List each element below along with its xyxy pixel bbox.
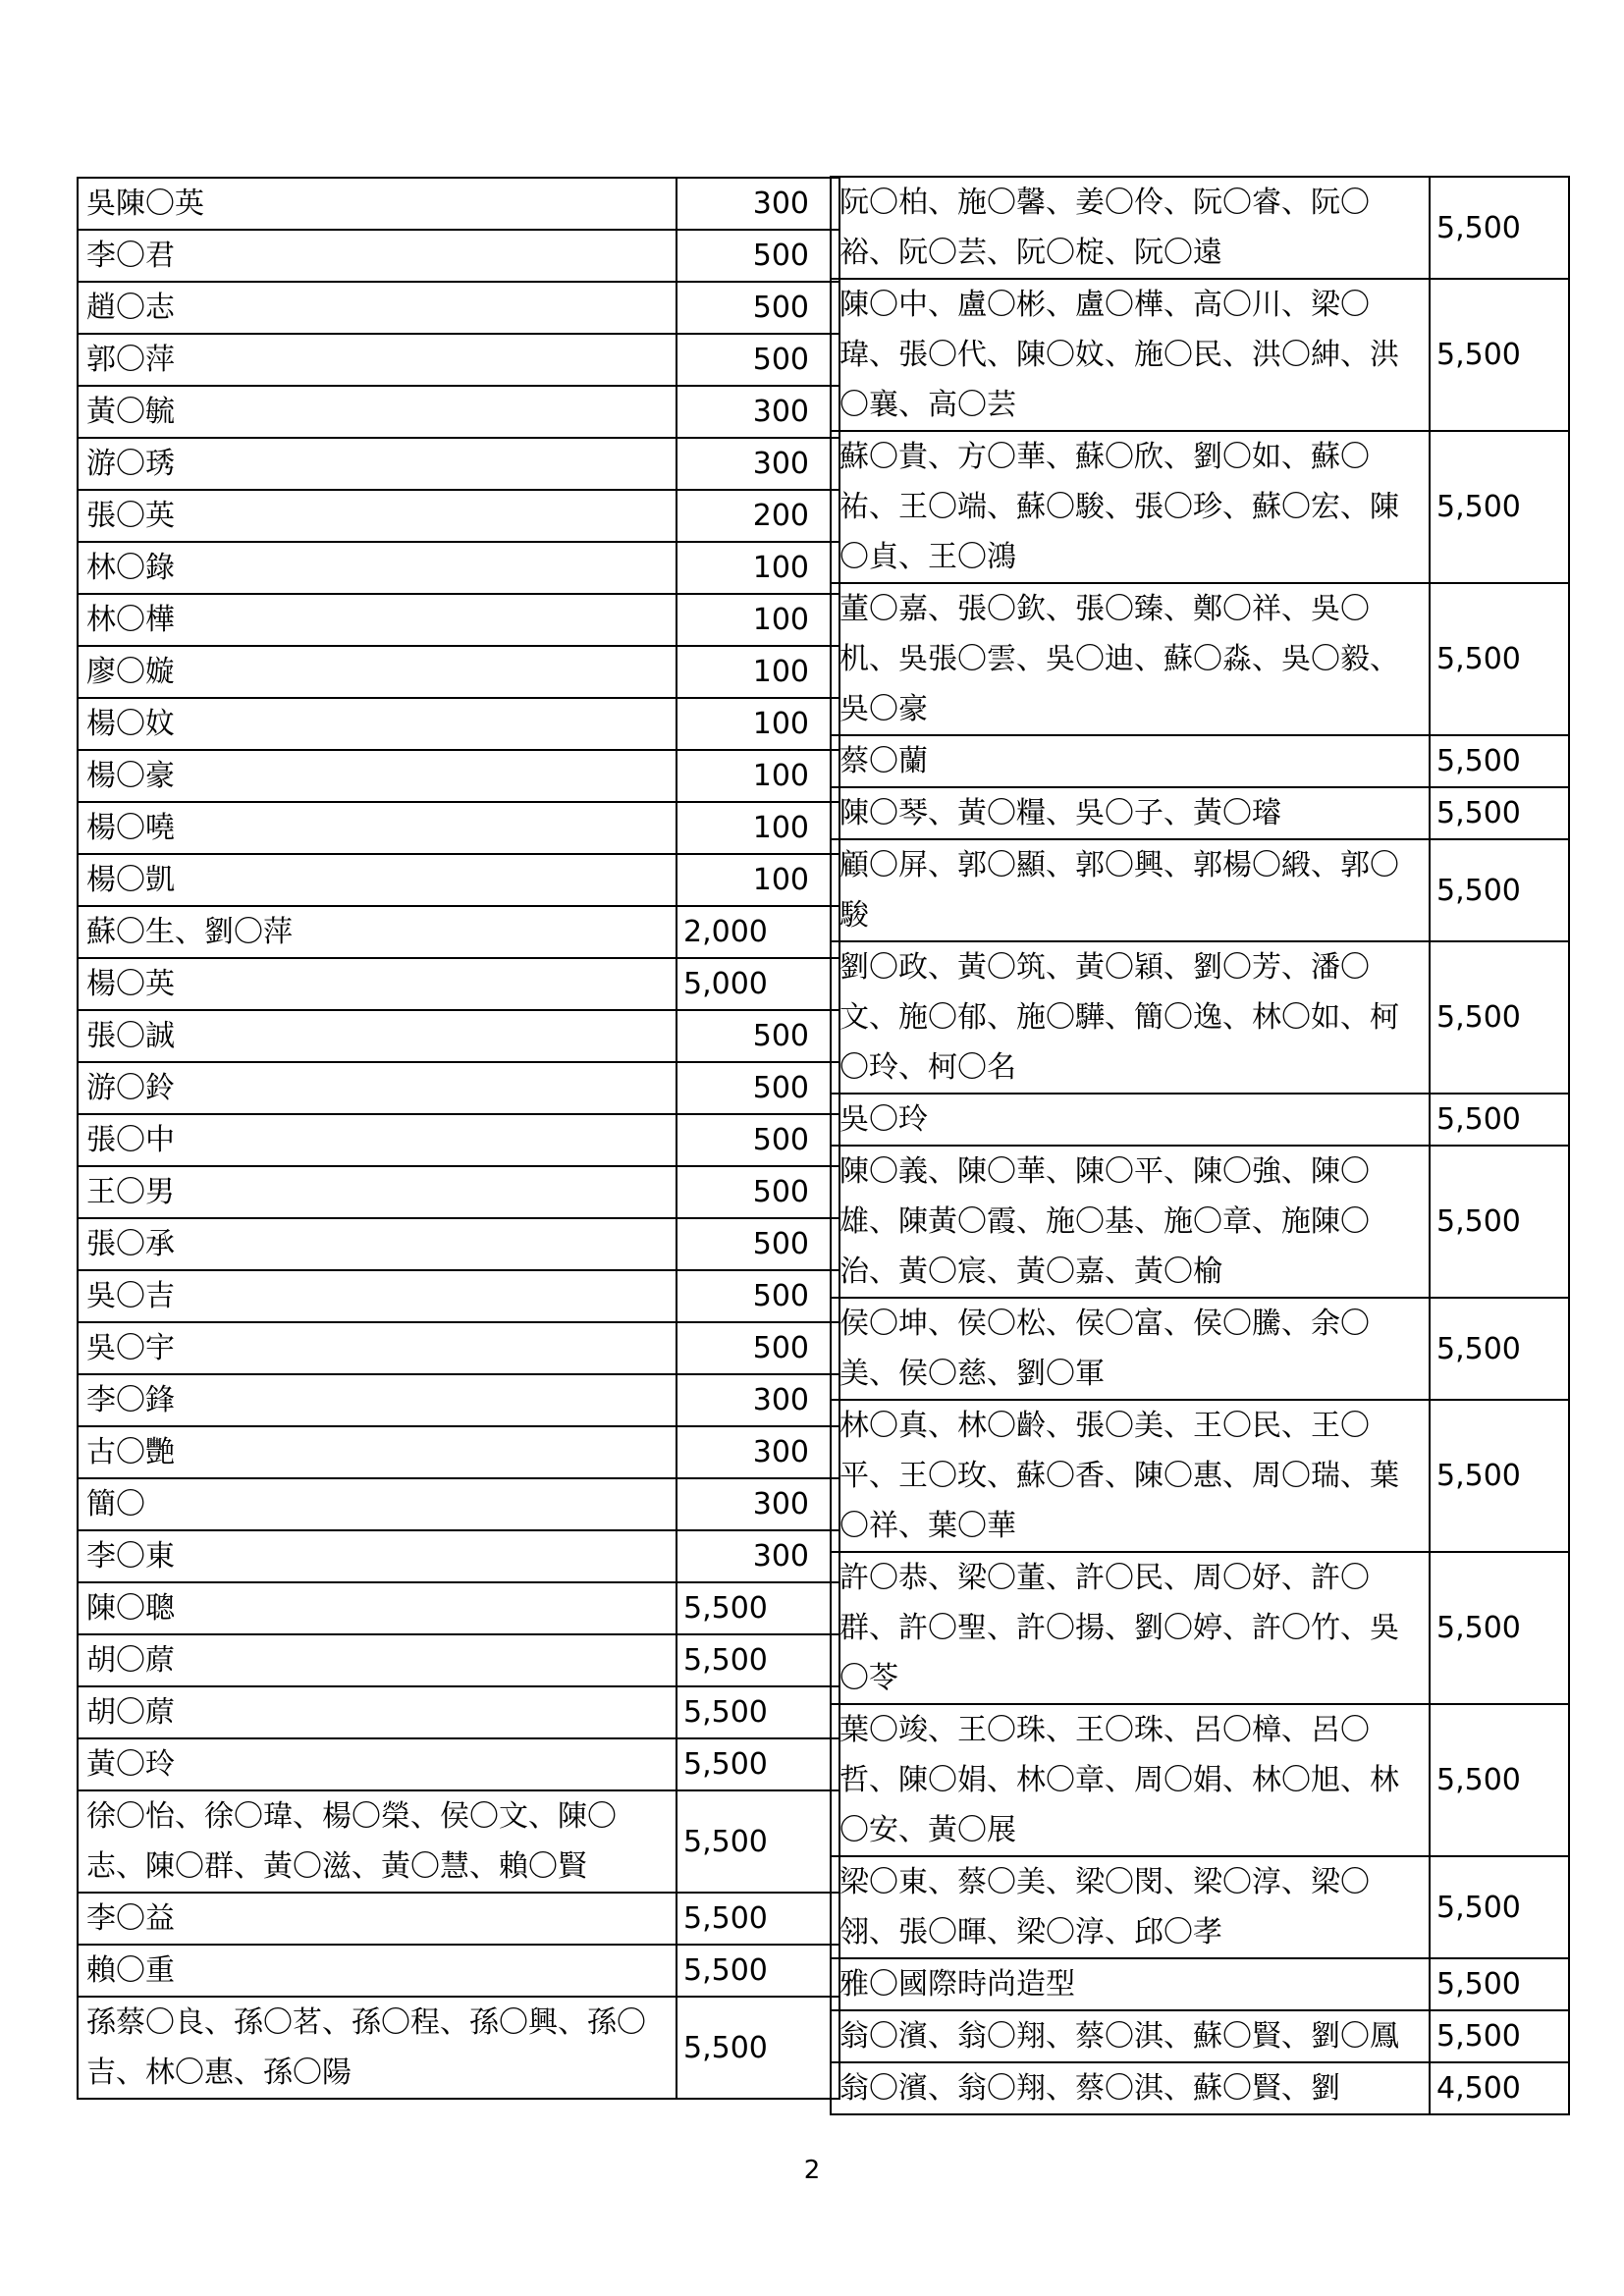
donation-amount-cell: 5,500 (1430, 279, 1569, 431)
table-row (78, 1322, 839, 1374)
table-row (831, 1298, 1569, 1400)
table-row (831, 941, 1569, 1094)
donor-names-cell: 古〇艷 (78, 1426, 677, 1478)
donation-amount-cell: 5,500 (677, 1997, 839, 2099)
donation-amount-cell: 5,500 (1430, 583, 1569, 735)
donor-names-cell: 梁〇東、蔡〇美、梁〇閔、梁〇淳、梁〇翎、張〇暉、梁〇淳、邱〇孝 (831, 1856, 1430, 1958)
table-row (78, 1893, 839, 1945)
donation-amount-cell: 5,500 (1430, 431, 1569, 583)
donor-names-cell: 趙〇志 (78, 282, 677, 334)
donor-names-cell: 翁〇濱、翁〇翔、蔡〇淇、蘇〇賢、劉 (831, 2062, 1430, 2114)
donor-names-cell: 賴〇重 (78, 1945, 677, 1997)
donation-amount-cell: 500 (677, 282, 839, 334)
donation-amount-cell: 2,000 (677, 906, 839, 958)
table-row (831, 1094, 1569, 1146)
donor-table-left (77, 177, 840, 2100)
table-row (78, 1997, 839, 2099)
donation-amount-cell: 5,500 (1430, 1552, 1569, 1704)
donation-amount-cell: 5,500 (1430, 1958, 1569, 2010)
donor-names-cell: 李〇鋒 (78, 1374, 677, 1426)
table-row (831, 1552, 1569, 1704)
table-row (78, 1738, 839, 1790)
donor-names-cell: 陳〇義、陳〇華、陳〇平、陳〇強、陳〇雄、陳黃〇霞、施〇基、施〇章、施陳〇治、黃〇宸、黃〇嘉、黃〇榆 (831, 1146, 1430, 1298)
donor-names-cell: 蔡〇蘭 (831, 735, 1430, 787)
donation-amount-cell: 500 (677, 1166, 839, 1218)
donor-names-cell: 胡〇蒝 (78, 1634, 677, 1686)
donation-amount-cell: 5,500 (1430, 787, 1569, 839)
donor-names-cell: 黃〇玲 (78, 1738, 677, 1790)
table-row (78, 854, 839, 906)
table-row (78, 1062, 839, 1114)
donor-names-cell: 劉〇政、黃〇筑、黃〇穎、劉〇芳、潘〇文、施〇郁、施〇驊、簡〇逸、林〇如、柯〇玲、柯〇名 (831, 941, 1430, 1094)
donation-amount-cell: 300 (677, 438, 839, 490)
table-row (78, 698, 839, 750)
donor-names-cell: 張〇英 (78, 490, 677, 542)
table-row (78, 334, 839, 386)
donor-names-cell: 徐〇怡、徐〇瑋、楊〇榮、侯〇文、陳〇志、陳〇群、黃〇滋、黃〇慧、賴〇賢 (78, 1790, 677, 1893)
donation-amount-cell: 100 (677, 594, 839, 646)
table-row (831, 2062, 1569, 2114)
donation-amount-cell: 100 (677, 802, 839, 854)
table-row (78, 1478, 839, 1530)
table-row (78, 230, 839, 282)
donation-amount-cell: 5,500 (677, 1582, 839, 1634)
donor-names-cell: 孫蔡〇良、孫〇茗、孫〇程、孫〇興、孫〇吉、林〇惠、孫〇陽 (78, 1997, 677, 2099)
donor-names-cell: 吳〇吉 (78, 1270, 677, 1322)
donation-amount-cell: 300 (677, 1530, 839, 1582)
donor-names-cell: 楊〇嘵 (78, 802, 677, 854)
table-row (78, 1010, 839, 1062)
donation-amount-cell: 100 (677, 542, 839, 594)
donation-amount-cell: 5,500 (677, 1945, 839, 1997)
donor-names-cell: 顧〇屏、郭〇顯、郭〇興、郭楊〇緞、郭〇駿 (831, 839, 1430, 941)
donor-names-cell: 李〇益 (78, 1893, 677, 1945)
donation-amount-cell: 5,500 (677, 1634, 839, 1686)
donation-amount-cell: 300 (677, 386, 839, 438)
table-row (78, 1114, 839, 1166)
donor-names-cell: 游〇琇 (78, 438, 677, 490)
donation-amount-cell: 300 (677, 1426, 839, 1478)
table-row (78, 958, 839, 1010)
donation-amount-cell: 5,500 (1430, 735, 1569, 787)
donor-names-cell: 楊〇英 (78, 958, 677, 1010)
donor-names-cell: 張〇承 (78, 1218, 677, 1270)
donation-amount-cell: 300 (677, 178, 839, 230)
donor-names-cell: 陳〇中、盧〇彬、盧〇樺、高〇川、梁〇瑋、張〇代、陳〇妏、施〇民、洪〇紳、洪〇襄、高〇芸 (831, 279, 1430, 431)
table-row (831, 735, 1569, 787)
donation-amount-cell: 5,500 (1430, 1704, 1569, 1856)
donation-amount-cell: 5,000 (677, 958, 839, 1010)
table-row (78, 282, 839, 334)
donation-amount-cell: 100 (677, 698, 839, 750)
table-row (78, 178, 839, 230)
table-row (831, 1400, 1569, 1552)
donor-names-cell: 楊〇妏 (78, 698, 677, 750)
table-row (78, 1270, 839, 1322)
donor-names-cell: 郭〇萍 (78, 334, 677, 386)
table-row (831, 1704, 1569, 1856)
table-row (831, 787, 1569, 839)
donation-amount-cell: 5,500 (677, 1738, 839, 1790)
donor-names-cell: 蘇〇貴、方〇華、蘇〇欣、劉〇如、蘇〇祐、王〇端、蘇〇駿、張〇珍、蘇〇宏、陳〇貞、王〇鴻 (831, 431, 1430, 583)
donation-amount-cell: 500 (677, 1322, 839, 1374)
table-row (831, 177, 1569, 279)
donor-names-cell: 游〇鈴 (78, 1062, 677, 1114)
donor-names-cell: 簡〇 (78, 1478, 677, 1530)
donation-amount-cell: 500 (677, 1114, 839, 1166)
donor-names-cell: 李〇東 (78, 1530, 677, 1582)
table-row (78, 1582, 839, 1634)
table-row (78, 542, 839, 594)
donation-amount-cell: 300 (677, 1374, 839, 1426)
donation-amount-cell: 5,500 (1430, 1146, 1569, 1298)
table-row (78, 386, 839, 438)
table-row (831, 1856, 1569, 1958)
donation-amount-cell: 5,500 (1430, 1856, 1569, 1958)
donor-names-cell: 雅〇國際時尚造型 (831, 1958, 1430, 2010)
page-number: 2 (803, 2156, 821, 2185)
table-row (78, 1426, 839, 1478)
donor-names-cell: 葉〇竣、王〇珠、王〇珠、呂〇樟、呂〇哲、陳〇娟、林〇章、周〇娟、林〇旭、林〇安、黃〇展 (831, 1704, 1430, 1856)
donation-amount-cell: 100 (677, 750, 839, 802)
table-row (831, 839, 1569, 941)
donor-names-cell: 林〇真、林〇齡、張〇美、王〇民、王〇平、王〇玫、蘇〇香、陳〇惠、周〇瑞、葉〇祥、葉〇華 (831, 1400, 1430, 1552)
donor-names-cell: 吳陳〇英 (78, 178, 677, 230)
table-row (831, 583, 1569, 735)
donor-names-cell: 阮〇柏、施〇馨、姜〇伶、阮〇睿、阮〇裕、阮〇芸、阮〇椗、阮〇遠 (831, 177, 1430, 279)
donor-names-cell: 張〇中 (78, 1114, 677, 1166)
donation-amount-cell: 5,500 (1430, 177, 1569, 279)
donation-amount-cell: 5,500 (677, 1893, 839, 1945)
donor-names-cell: 李〇君 (78, 230, 677, 282)
donor-names-cell: 楊〇豪 (78, 750, 677, 802)
donation-amount-cell: 500 (677, 1010, 839, 1062)
donation-amount-cell: 500 (677, 1062, 839, 1114)
donor-names-cell: 蘇〇生、劉〇萍 (78, 906, 677, 958)
table-row (831, 1958, 1569, 2010)
donation-amount-cell: 5,500 (1430, 1298, 1569, 1400)
donation-amount-cell: 500 (677, 230, 839, 282)
table-row (831, 2010, 1569, 2062)
table-row (78, 1530, 839, 1582)
donor-names-cell: 廖〇嫙 (78, 646, 677, 698)
donation-amount-cell: 4,500 (1430, 2062, 1569, 2114)
table-row (78, 906, 839, 958)
table-row (78, 594, 839, 646)
donor-names-cell: 黃〇毓 (78, 386, 677, 438)
donation-amount-cell: 500 (677, 1270, 839, 1322)
table-row (831, 279, 1569, 431)
donation-amount-cell: 200 (677, 490, 839, 542)
donor-names-cell: 王〇男 (78, 1166, 677, 1218)
donor-names-cell: 吳〇宇 (78, 1322, 677, 1374)
donation-amount-cell: 5,500 (1430, 2010, 1569, 2062)
donor-names-cell: 楊〇凱 (78, 854, 677, 906)
table-row (78, 646, 839, 698)
donor-names-cell: 林〇樺 (78, 594, 677, 646)
donation-amount-cell: 5,500 (1430, 1094, 1569, 1146)
donor-names-cell: 林〇錄 (78, 542, 677, 594)
table-row (78, 1686, 839, 1738)
donation-amount-cell: 5,500 (1430, 1400, 1569, 1552)
table-row (78, 802, 839, 854)
table-row (78, 750, 839, 802)
donation-amount-cell: 100 (677, 646, 839, 698)
table-row (831, 431, 1569, 583)
donation-amount-cell: 5,500 (1430, 839, 1569, 941)
donation-amount-cell: 500 (677, 334, 839, 386)
table-row (78, 1374, 839, 1426)
table-row (78, 1166, 839, 1218)
donor-names-cell: 董〇嘉、張〇欽、張〇臻、鄭〇祥、吳〇机、吳張〇雲、吳〇迪、蘇〇淼、吳〇毅、吳〇豪 (831, 583, 1430, 735)
donor-names-cell: 吳〇玲 (831, 1094, 1430, 1146)
table-row (78, 1945, 839, 1997)
donor-table-right (830, 176, 1570, 2115)
donor-names-cell: 翁〇濱、翁〇翔、蔡〇淇、蘇〇賢、劉〇鳳 (831, 2010, 1430, 2062)
donor-names-cell: 陳〇聰 (78, 1582, 677, 1634)
donation-amount-cell: 300 (677, 1478, 839, 1530)
donor-names-cell: 張〇誠 (78, 1010, 677, 1062)
donor-names-cell: 陳〇琴、黃〇糧、吳〇子、黃〇璿 (831, 787, 1430, 839)
donor-names-cell: 侯〇坤、侯〇松、侯〇富、侯〇騰、余〇美、侯〇慈、劉〇軍 (831, 1298, 1430, 1400)
donation-amount-cell: 5,500 (677, 1686, 839, 1738)
table-row (78, 1218, 839, 1270)
donation-amount-cell: 5,500 (677, 1790, 839, 1893)
donation-amount-cell: 5,500 (1430, 941, 1569, 1094)
table-row (78, 1634, 839, 1686)
donor-names-cell: 許〇恭、梁〇董、許〇民、周〇妤、許〇群、許〇聖、許〇揚、劉〇婷、許〇竹、吳〇苓 (831, 1552, 1430, 1704)
table-row (831, 1146, 1569, 1298)
table-row (78, 490, 839, 542)
donation-amount-cell: 100 (677, 854, 839, 906)
donation-amount-cell: 500 (677, 1218, 839, 1270)
table-row (78, 438, 839, 490)
donor-names-cell: 胡〇蒝 (78, 1686, 677, 1738)
table-row (78, 1790, 839, 1893)
